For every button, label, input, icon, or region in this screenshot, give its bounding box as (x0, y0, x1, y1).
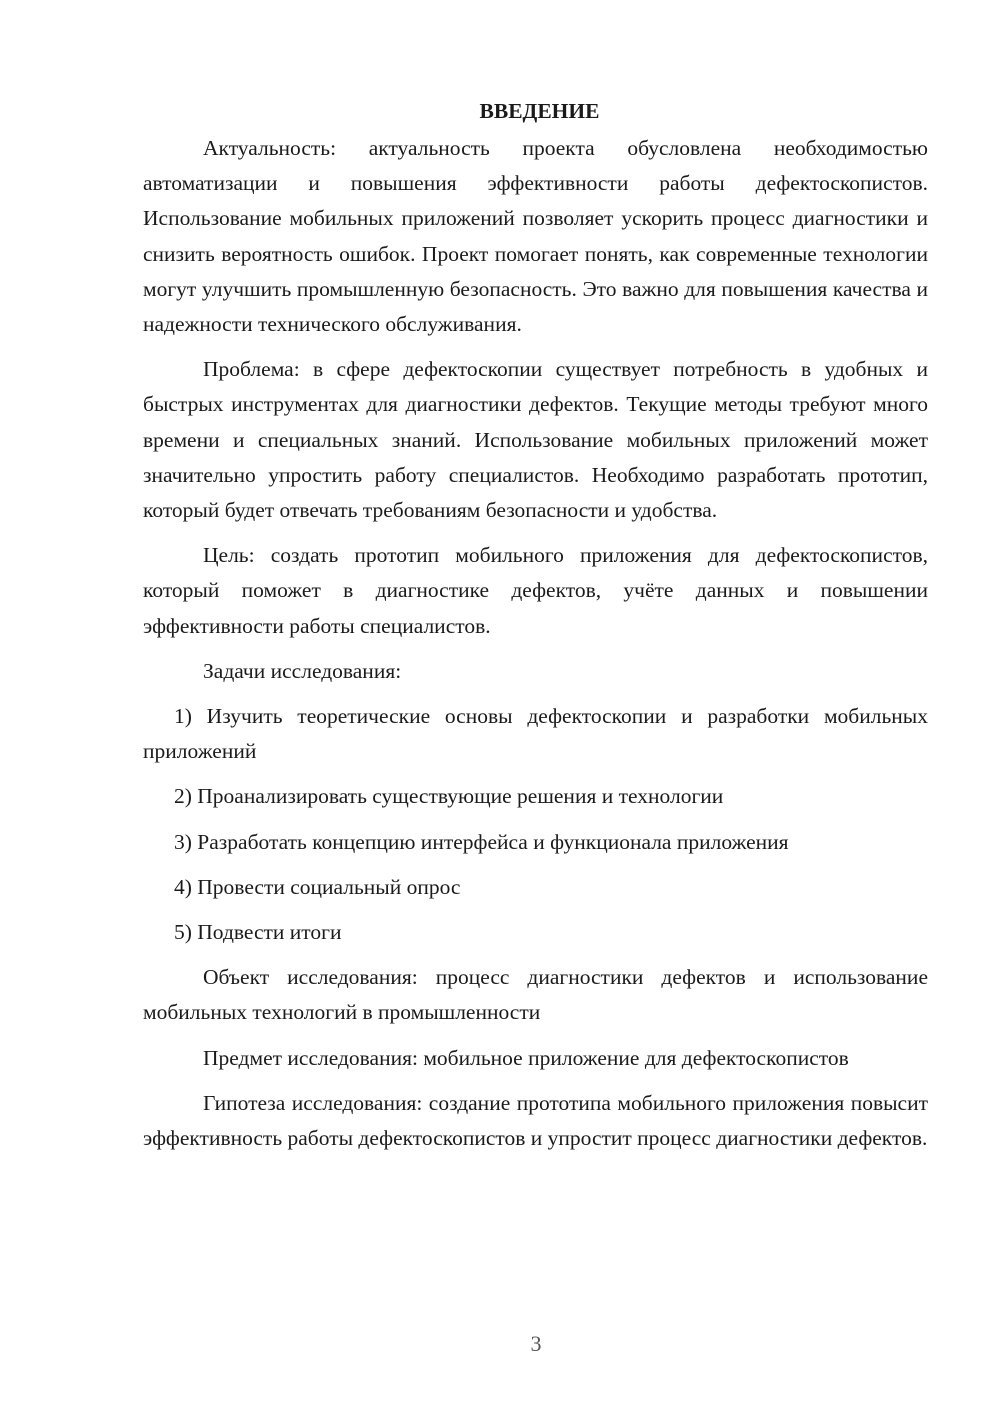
problem-paragraph: Проблема: в сфере дефектоскопии существует потребность в удобных и быстрых инструментах для диагностики дефектов. Текущие методы требуют много времени и специальных знаний. Использование мобильных приложений может значительно упростить работу специалистов. Необходимо разработать прототип, который будет отвечать требованиям безопасности и удобства. (143, 357, 928, 523)
list-item: 1) Изучить теоретические основы дефектоскопии и разработки мобильных приложений (143, 704, 928, 764)
relevance-paragraph: Актуальность: актуальность проекта обусловлена необходимостью автоматизации и повышения эффективности работы дефектоскопистов. Использование мобильных приложений позволяет ускорить процесс диагностики и снизить вероятность ошибок. Проект помогает понять, как современные технологии могут улучшить промышленную безопасность. Это важно для повышения качества и надежности технического обслуживания. (143, 136, 928, 337)
object-paragraph: Объект исследования: процесс диагностики дефектов и использование мобильных технологий в промышленности (143, 965, 928, 1025)
tasks-list (143, 699, 928, 950)
document-page (143, 92, 928, 1166)
goal-paragraph: Цель: создать прототип мобильного приложения для дефектоскопистов, который поможет в диагностике дефектов, учёте данных и повышении эффективности работы специалистов. (143, 543, 928, 638)
list-item: 3) Разработать концепцию интерфейса и функционала приложения (174, 829, 789, 854)
hypothesis-paragraph: Гипотеза исследования: создание прототипа мобильного приложения повысит эффективность работы дефектоскопистов и упростит процесс диагностики дефектов. (143, 1090, 928, 1151)
page-number: 3 (530, 1331, 542, 1356)
list-item: 5) Подвести итоги (174, 920, 342, 945)
subject-paragraph: Предмет исследования: мобильное приложение для дефектоскопистов (203, 1045, 849, 1070)
tasks-heading: Задачи исследования: (203, 658, 402, 683)
list-item: 2) Проанализировать существующие решения и технологии (174, 784, 724, 809)
page-title: ВВЕДЕНИЕ (479, 99, 600, 123)
list-item: 4) Провести социальный опрос (174, 874, 461, 899)
